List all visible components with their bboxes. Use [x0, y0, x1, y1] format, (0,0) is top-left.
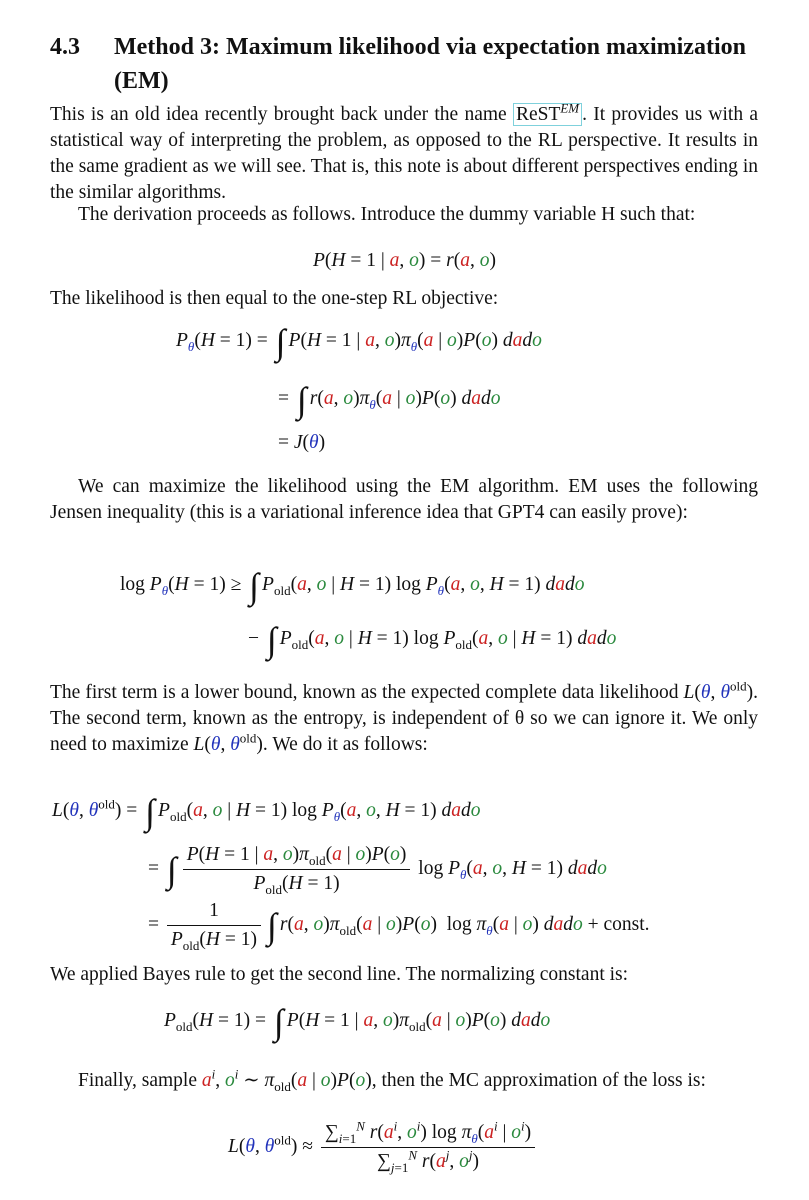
equation-likelihood-line1: $P_\theta(H = 1)$ = ∫ P(H = 1 | a, $o)\pi_\theta(a$ | o)P(o) dado — [176, 322, 542, 362]
paragraph-mc: Finally, sample $a^i$, $o^i$ ∼ $\pi_{old}(a$ | o)P(o), then the MC approximation of the loss is: — [78, 1066, 706, 1094]
equation-jensen-line1: $\log P_\theta(H = 1)$ ≥ ∫ $P_{old}(a$, o | H = 1) $\log P_\theta(a$, o, H = 1) dado — [120, 566, 585, 606]
paragraph-likelihood: The likelihood is then equal to the one-step RL objective: — [50, 288, 499, 309]
paragraph-em: We can maximize the likelihood using the EM algorithm. EM uses the following Jensen inequality (this is a variational inference idea that GPT4 can easily prove): — [50, 476, 758, 523]
equation-expected-ll-line3: = $\frac{1}{P_{old}(H = 1)}$ ∫ r(a, $o)\pi_{old}(a$ | o)P(o) $\log \pi_\theta(a$ | o) dado + const. — [148, 900, 650, 953]
equation-normalizing-constant: $P_{old}(H = 1)$ = ∫ P(H = 1 | a, $o)\pi_{old}(a$ | o)P(o) dado — [164, 1002, 551, 1042]
equation-mc-approximation: L(θ, $\theta^{old}$) ≈ $\frac{\sum_{i=1}^N r(a^i, o^i) \log \pi_\theta(a^i | o^i)}{\sum_{j=1}^N r(a^j, o^j)}$ — [228, 1120, 538, 1175]
paragraph-lower-bound: The first term is a lower bound, known as the expected complete data likelihood L(θ, $\theta^{old}$). The second term, known as the entropy, is independent of θ so we can ignore it. We only need to maximize L(θ, $\theta^{old}$). We do it as follows: — [50, 678, 759, 755]
section-title: Method 3: Maximum likelihood via expectation maximization (EM) — [114, 34, 746, 94]
paragraph-bayes: We applied Bayes rule to get the second line. The normalizing constant is: — [50, 964, 629, 985]
equation-likelihood-line2: = ∫ r(a, $o)\pi_\theta(a$ | o)P(o) dado — [278, 380, 501, 420]
section-heading — [50, 30, 770, 98]
section-number: 4.3 — [50, 34, 80, 60]
equation-jensen-line2: − ∫ $P_{old}(a$, o | H = 1) $\log P_{old}(a$, o | H = 1) dado — [248, 620, 617, 660]
equation-likelihood-line3: = J(θ) — [278, 432, 326, 453]
paragraph-intro: This is an old idea recently brought back under the name ReST$^{EM}$ . It provides us with a statistical way of interpreting the problem, as opposed to the RL perspective. It results in the same gradient as we will see. That is, this note is about different perspectives ending in the similar algorithms. — [50, 100, 758, 203]
equation-dummy-variable: P(H = 1 | a, o) = r(a, o) — [312, 250, 496, 271]
equation-expected-ll-line1: L(θ, $\theta^{old}$) = ∫ $P_{old}(a$, o | H = 1) $\log P_\theta(a$, o, H = 1) dado — [52, 792, 481, 832]
rest-em-citation-link[interactable]: ReST$^{EM}$ — [513, 103, 582, 126]
equation-expected-ll-line2: = ∫ $\frac{P(H = 1 | a, o)\pi_{old}(a | o)P(o)}{P_{old}(H = 1)}$ $\log P_\theta(a$, o, H = 1) dado — [148, 844, 607, 897]
paragraph-derivation: The derivation proceeds as follows. Introduce the dummy variable H such that: — [78, 204, 696, 225]
